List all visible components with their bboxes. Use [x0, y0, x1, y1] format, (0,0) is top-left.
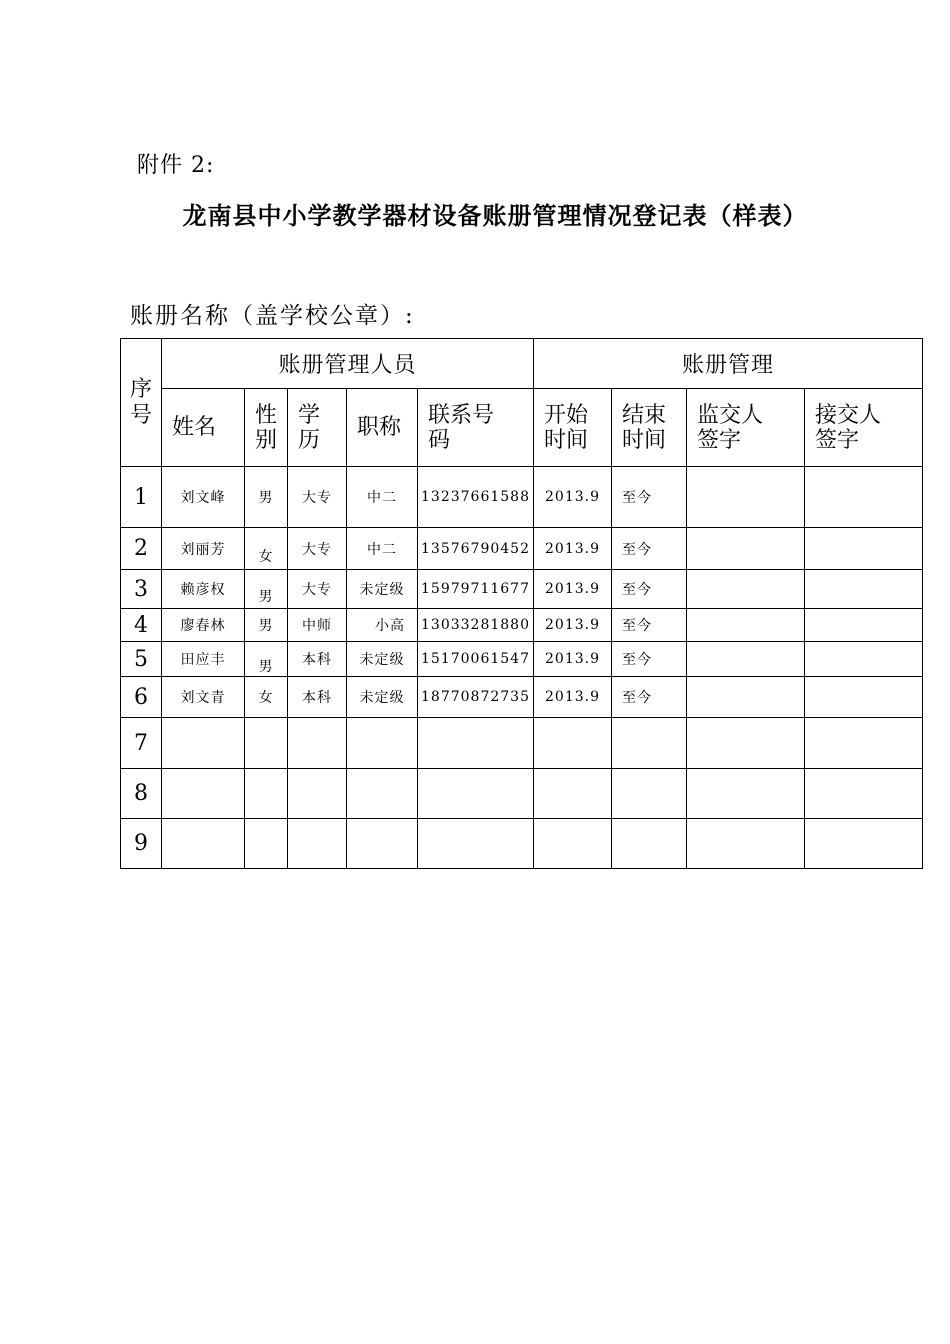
table-row: [121, 467, 923, 528]
row-receiver-sign: [805, 570, 923, 609]
row-education: 大专: [288, 528, 347, 570]
row-supervisor-sign: [687, 570, 805, 609]
row-title: 小高: [347, 609, 418, 642]
row-education: 本科: [288, 642, 347, 677]
row-receiver-sign: [805, 467, 923, 528]
header-title: 职称: [347, 389, 418, 467]
table-row: [121, 642, 923, 677]
row-index: 5: [121, 642, 162, 677]
row-gender: 男: [245, 570, 288, 609]
row-start: 2013.9: [534, 528, 612, 570]
row-supervisor-sign: [687, 677, 805, 718]
row-index: 9: [121, 819, 162, 869]
header-education: 学历: [288, 389, 347, 467]
table-row: [121, 528, 923, 570]
row-phone: 13033281880: [418, 609, 534, 642]
row-title: 未定级: [347, 677, 418, 718]
row-start: 2013.9: [534, 677, 612, 718]
row-gender: 男: [245, 609, 288, 642]
table-row: [121, 570, 923, 609]
row-name: 田应丰: [162, 642, 245, 677]
row-receiver-sign: [805, 609, 923, 642]
row-index: 6: [121, 677, 162, 718]
attachment-label: 附件 2:: [137, 153, 215, 178]
row-receiver-sign: [805, 528, 923, 570]
row-phone: 13576790452: [418, 528, 534, 570]
header-group-staff: 账册管理人员: [162, 339, 534, 389]
row-end: 至今: [612, 609, 687, 642]
row-phone: 13237661588: [418, 467, 534, 528]
row-phone: 15170061547: [418, 642, 534, 677]
header-gender: 性别: [245, 389, 288, 467]
row-supervisor-sign: [687, 642, 805, 677]
table-row: [121, 718, 923, 769]
row-supervisor-sign: [687, 609, 805, 642]
row-gender: 女: [245, 677, 288, 718]
page-title: 龙南县中小学教学器材设备账册管理情况登记表（样表）: [182, 201, 808, 230]
header-index: 序号: [121, 339, 162, 467]
row-start: 2013.9: [534, 570, 612, 609]
row-education: 本科: [288, 677, 347, 718]
row-index: 7: [121, 718, 162, 769]
row-supervisor-sign: [687, 528, 805, 570]
table-row: [121, 819, 923, 869]
row-education: 中师: [288, 609, 347, 642]
row-start: 2013.9: [534, 642, 612, 677]
row-name: 廖春林: [162, 609, 245, 642]
row-gender: 男: [245, 467, 288, 528]
header-phone: 联系号码: [418, 389, 534, 467]
row-receiver-sign: [805, 677, 923, 718]
row-name: 刘文青: [162, 677, 245, 718]
header-handover-supervisor: 监交人签字: [687, 389, 805, 467]
row-start: 2013.9: [534, 467, 612, 528]
row-end: 至今: [612, 642, 687, 677]
header-start-time: 开始时间: [534, 389, 612, 467]
row-name: 刘丽芳: [162, 528, 245, 570]
ledger-name-label: 账册名称（盖学校公章）:: [130, 303, 415, 329]
row-title: 中二: [347, 528, 418, 570]
row-end: 至今: [612, 528, 687, 570]
row-index: 1: [121, 467, 162, 528]
table-row: [121, 677, 923, 718]
header-name: 姓名: [162, 389, 245, 467]
header-end-time: 结束时间: [612, 389, 687, 467]
row-title: 未定级: [347, 570, 418, 609]
row-education: 大专: [288, 570, 347, 609]
row-supervisor-sign: [687, 467, 805, 528]
row-end: 至今: [612, 467, 687, 528]
row-phone: 15979711677: [418, 570, 534, 609]
row-education: 大专: [288, 467, 347, 528]
row-index: 3: [121, 570, 162, 609]
row-name: 赖彦权: [162, 570, 245, 609]
row-phone: 18770872735: [418, 677, 534, 718]
row-receiver-sign: [805, 642, 923, 677]
header-receiver-signature: 接交人签字: [805, 389, 923, 467]
row-end: 至今: [612, 677, 687, 718]
header-group-management: 账册管理: [534, 339, 923, 389]
table-row: [121, 769, 923, 819]
row-index: 4: [121, 609, 162, 642]
row-title: 未定级: [347, 642, 418, 677]
row-index: 2: [121, 528, 162, 570]
row-end: 至今: [612, 570, 687, 609]
row-gender: 女: [245, 528, 288, 570]
table-row: [121, 609, 923, 642]
row-gender: 男: [245, 642, 288, 677]
registration-table: [120, 338, 923, 869]
row-index: 8: [121, 769, 162, 819]
row-name: 刘文峰: [162, 467, 245, 528]
row-start: 2013.9: [534, 609, 612, 642]
row-title: 中二: [347, 467, 418, 528]
